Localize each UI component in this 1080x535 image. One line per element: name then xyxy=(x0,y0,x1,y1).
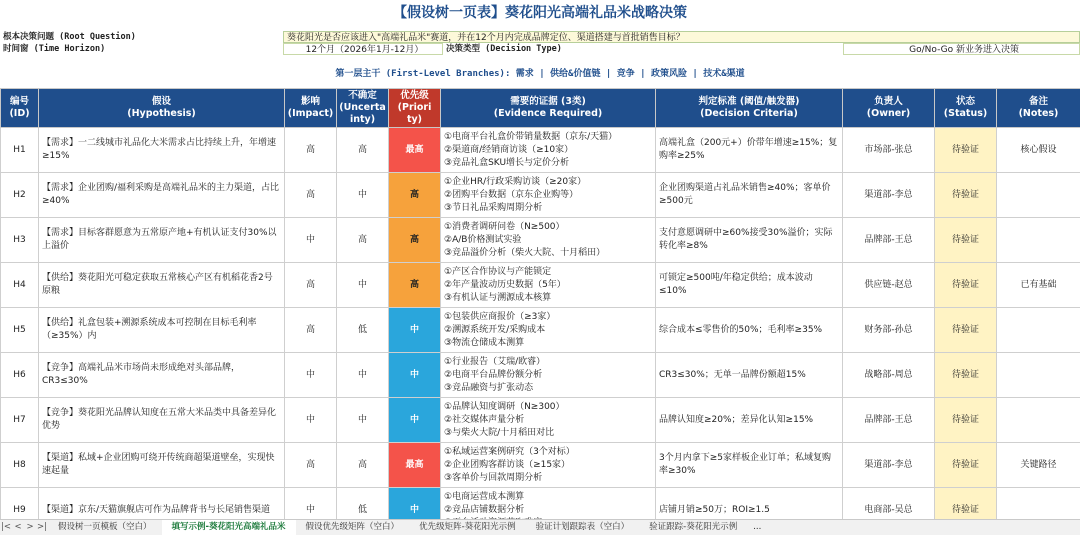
cell-impact[interactable]: 中 xyxy=(285,398,337,443)
cell-evidence[interactable] xyxy=(441,353,656,398)
sheet-tab-bar xyxy=(0,519,1080,535)
cell-hypothesis[interactable]: 【竞争】葵花阳光品牌认知度在五常大米品类中具备差异化优势 xyxy=(39,398,285,443)
cell-criteria[interactable]: 支付意愿调研中≥60%接受30%溢价；实际转化率≥8% xyxy=(656,218,843,263)
table-row xyxy=(1,353,1080,398)
cell-hypothesis[interactable]: 【渠道】私域+企业团购可绕开传统商超渠道壁垒，实现快速起量 xyxy=(39,443,285,488)
cell-hypothesis[interactable]: 【需求】一二线城市礼品化大米需求占比持续上升，年增速≥15% xyxy=(39,128,285,173)
table-row xyxy=(1,398,1080,443)
cell-priority[interactable]: 最高 xyxy=(389,443,441,488)
cell-id[interactable]: H9 xyxy=(1,488,39,520)
evidence-item: ①品牌认知度调研（N≥300） xyxy=(444,401,652,414)
cell-owner[interactable]: 渠道部-李总 xyxy=(843,443,935,488)
time-horizon-value[interactable]: 12个月（2026年1月-12月） xyxy=(283,43,443,55)
evidence-item: ③有机认证与溯源成本核算 xyxy=(444,292,652,305)
evidence-item: ①电商运营成本测算 xyxy=(444,491,652,504)
sheet-tab[interactable]: 验证计划跟踪表（空白） xyxy=(526,520,640,535)
cell-evidence[interactable] xyxy=(441,308,656,353)
cell-status[interactable]: 待验证 xyxy=(935,263,997,308)
cell-uncertainty[interactable]: 高 xyxy=(337,218,389,263)
cell-criteria[interactable]: 可锁定≥500吨/年稳定供给；成本波动≤10% xyxy=(656,263,843,308)
cell-priority[interactable]: 高 xyxy=(389,173,441,218)
cell-impact[interactable]: 高 xyxy=(285,128,337,173)
cell-hypothesis[interactable]: 【竞争】高端礼品米市场尚未形成绝对头部品牌，CR3≤30% xyxy=(39,353,285,398)
evidence-item: ③物流仓储成本测算 xyxy=(444,337,652,350)
cell-evidence[interactable] xyxy=(441,263,656,308)
cell-id[interactable]: H7 xyxy=(1,398,39,443)
evidence-item: ②竞品店铺数据分析 xyxy=(444,504,652,517)
cell-criteria[interactable]: 店铺月销≥50万；ROI≥1.5 xyxy=(656,488,843,520)
cell-id[interactable]: H1 xyxy=(1,128,39,173)
cell-status[interactable]: 待验证 xyxy=(935,128,997,173)
evidence-item: ①行业报告（艾瑞/欧睿） xyxy=(444,356,652,369)
time-horizon-label: 时间窗 (Time Horizon) xyxy=(3,43,105,56)
col-header-priority[interactable] xyxy=(389,89,441,128)
cell-notes[interactable] xyxy=(997,173,1080,218)
cell-evidence[interactable] xyxy=(441,488,656,520)
cell-notes[interactable] xyxy=(997,308,1080,353)
evidence-item: ①包装供应商报价（≥3家） xyxy=(444,311,652,324)
table-row xyxy=(1,128,1080,173)
cell-uncertainty[interactable]: 中 xyxy=(337,353,389,398)
cell-uncertainty[interactable]: 中 xyxy=(337,263,389,308)
cell-owner[interactable]: 供应链-赵总 xyxy=(843,263,935,308)
prev-sheet-icon[interactable]: < xyxy=(12,520,24,535)
col-header-impact[interactable] xyxy=(285,89,337,128)
cell-uncertainty[interactable]: 低 xyxy=(337,488,389,520)
cell-priority[interactable]: 最高 xyxy=(389,128,441,173)
evidence-item: ②企业团购客群访谈（≥15家） xyxy=(444,459,652,472)
cell-criteria[interactable]: 企业团购渠道占礼品米销售≥40%；客单价≥500元 xyxy=(656,173,843,218)
cell-owner[interactable]: 战略部-周总 xyxy=(843,353,935,398)
cell-status[interactable]: 待验证 xyxy=(935,398,997,443)
table-body xyxy=(1,128,1080,520)
cell-hypothesis[interactable]: 【渠道】京东/天猫旗舰店可作为品牌背书与长尾销售渠道 xyxy=(39,488,285,520)
cell-impact[interactable]: 高 xyxy=(285,263,337,308)
cell-notes[interactable]: 核心假设 xyxy=(997,128,1080,173)
cell-uncertainty[interactable]: 低 xyxy=(337,308,389,353)
cell-status[interactable]: 待验证 xyxy=(935,443,997,488)
more-tabs-icon[interactable]: ... xyxy=(747,520,767,535)
cell-status[interactable]: 待验证 xyxy=(935,353,997,398)
next-sheet-icon[interactable]: > xyxy=(24,520,36,535)
cell-id[interactable]: H2 xyxy=(1,173,39,218)
cell-owner[interactable]: 渠道部-李总 xyxy=(843,173,935,218)
root-question-label: 根本决策问题 (Root Question) xyxy=(3,31,136,44)
table-row xyxy=(1,173,1080,218)
cell-id[interactable]: H5 xyxy=(1,308,39,353)
first-level-branches: 第一层主干 (First-Level Branches): 需求 | 供给&价值链 | 竞争 | 政策风险 | 技术&渠道 xyxy=(0,66,1080,79)
evidence-item: ②团购平台数据（京东企业购等） xyxy=(444,189,652,202)
cell-notes[interactable] xyxy=(997,398,1080,443)
evidence-item: ③竞品融资与扩张动态 xyxy=(444,382,652,395)
cell-priority[interactable]: 高 xyxy=(389,263,441,308)
decision-type-label: 决策类型 (Decision Type) xyxy=(446,43,562,56)
col-header-uncertainty-text: 不确定 (Uncerta inty) xyxy=(339,90,386,125)
last-sheet-icon[interactable]: >| xyxy=(36,520,48,535)
evidence-item: ①电商平台礼盒价带销量数据（京东/天猫） xyxy=(444,131,652,144)
cell-evidence[interactable] xyxy=(441,128,656,173)
evidence-item: ①企业HR/行政采购访谈（≥20家） xyxy=(444,176,652,189)
col-header-evidence-text: 需要的证据 (3类) (Evidence Required) xyxy=(494,96,603,119)
cell-status[interactable]: 待验证 xyxy=(935,308,997,353)
cell-id[interactable]: H6 xyxy=(1,353,39,398)
cell-notes[interactable]: 关键路径 xyxy=(997,443,1080,488)
cell-evidence[interactable] xyxy=(441,218,656,263)
first-sheet-icon[interactable]: |< xyxy=(0,520,12,535)
table-row xyxy=(1,263,1080,308)
evidence-item: ②渠道商/经销商访谈（≥10家） xyxy=(444,144,652,157)
evidence-item: ③客单价与回款周期分析 xyxy=(444,472,652,485)
cell-criteria[interactable]: CR3≤30%；无单一品牌份额超15% xyxy=(656,353,843,398)
cell-owner[interactable]: 电商部-吴总 xyxy=(843,488,935,520)
cell-hypothesis[interactable]: 【供给】礼盒包装+溯源系统成本可控制在目标毛利率（≥35%）内 xyxy=(39,308,285,353)
cell-criteria[interactable]: 综合成本≤零售价的50%；毛利率≥35% xyxy=(656,308,843,353)
evidence-item: ①产区合作协议与产能锁定 xyxy=(444,266,652,279)
col-header-status[interactable] xyxy=(935,89,997,128)
cell-impact[interactable]: 高 xyxy=(285,443,337,488)
cell-owner[interactable]: 品牌部-王总 xyxy=(843,398,935,443)
evidence-item: ②A/B价格测试实验 xyxy=(444,234,652,247)
col-header-impact-text: 影响 (Impact) xyxy=(288,96,334,119)
cell-criteria[interactable]: 3个月内拿下≥5家样板企业订单；私域复购率≥30% xyxy=(656,443,843,488)
cell-notes[interactable] xyxy=(997,353,1080,398)
table-row xyxy=(1,443,1080,488)
cell-notes[interactable] xyxy=(997,488,1080,520)
cell-owner[interactable]: 市场部-张总 xyxy=(843,128,935,173)
cell-hypothesis[interactable]: 【需求】企业团购/福利采购是高端礼品米的主力渠道，占比≥40% xyxy=(39,173,285,218)
evidence-item: ②年产量波动历史数据（5年） xyxy=(444,279,652,292)
cell-status[interactable]: 待验证 xyxy=(935,173,997,218)
cell-id[interactable]: H4 xyxy=(1,263,39,308)
cell-impact[interactable]: 中 xyxy=(285,488,337,520)
col-header-notes[interactable] xyxy=(997,89,1080,128)
col-header-uncertainty[interactable] xyxy=(337,89,389,128)
cell-criteria[interactable]: 高端礼盒（200元+）价带年增速≥15%；复购率≥25% xyxy=(656,128,843,173)
cell-status[interactable]: 待验证 xyxy=(935,218,997,263)
root-question-value[interactable]: 葵花阳光是否应该进入"高端礼品米"赛道，并在12个月内完成品牌定位、渠道搭建与首批销售目标？ xyxy=(283,31,1080,43)
table-header-row xyxy=(1,89,1080,128)
cell-impact[interactable]: 高 xyxy=(285,173,337,218)
col-header-evidence[interactable] xyxy=(441,89,656,128)
cell-uncertainty[interactable]: 中 xyxy=(337,173,389,218)
col-header-hypothesis[interactable] xyxy=(39,89,285,128)
col-header-id-text: 编号 (ID) xyxy=(9,96,29,119)
cell-criteria[interactable]: 品牌认知度≥20%；差异化认知≥15% xyxy=(656,398,843,443)
col-header-id[interactable] xyxy=(1,89,39,128)
cell-hypothesis[interactable]: 【供给】葵花阳光可稳定获取五常核心产区有机稻花香2号原粮 xyxy=(39,263,285,308)
cell-priority[interactable]: 中 xyxy=(389,353,441,398)
evidence-item: ①消费者调研问卷（N≥500） xyxy=(444,221,652,234)
evidence-item: ①私域运营案例研究（3个对标） xyxy=(444,446,652,459)
cell-uncertainty[interactable]: 中 xyxy=(337,398,389,443)
table-row xyxy=(1,308,1080,353)
cell-impact[interactable]: 中 xyxy=(285,218,337,263)
evidence-item: ③与柴火大院/十月稻田对比 xyxy=(444,427,652,440)
sheet-tab[interactable]: 填写示例-葵花阳光高端礼品米 xyxy=(162,520,296,535)
hypothesis-table xyxy=(0,88,1080,519)
cell-uncertainty[interactable]: 高 xyxy=(337,443,389,488)
cell-priority[interactable]: 中 xyxy=(389,488,441,520)
col-header-status-text: 状态 (Status) xyxy=(944,96,987,119)
evidence-item: ③节日礼品采购周期分析 xyxy=(444,202,652,215)
sheet-tab[interactable]: 假设优先级矩阵（空白） xyxy=(296,520,410,535)
sheet-tab[interactable]: 验证跟踪-葵花阳光示例 xyxy=(639,520,747,535)
decision-type-value[interactable]: Go/No-Go 新业务进入决策 xyxy=(843,43,1080,55)
cell-impact[interactable]: 中 xyxy=(285,353,337,398)
cell-evidence[interactable] xyxy=(441,173,656,218)
evidence-item: ②社交媒体声量分析 xyxy=(444,414,652,427)
evidence-item: ②溯源系统开发/采购成本 xyxy=(444,324,652,337)
page-title: 【假设树一页表】葵花阳光高端礼品米战略决策 xyxy=(0,0,1080,26)
evidence-item: ②电商平台品牌份额分析 xyxy=(444,369,652,382)
col-header-owner-text: 负责人 (Owner) xyxy=(867,96,910,119)
cell-priority[interactable]: 中 xyxy=(389,398,441,443)
cell-evidence[interactable] xyxy=(441,443,656,488)
table-row xyxy=(1,488,1080,520)
cell-uncertainty[interactable]: 高 xyxy=(337,128,389,173)
table-row xyxy=(1,218,1080,263)
cell-priority[interactable]: 中 xyxy=(389,308,441,353)
cell-owner[interactable]: 财务部-孙总 xyxy=(843,308,935,353)
sheet-tab[interactable]: 优先级矩阵-葵花阳光示例 xyxy=(409,520,526,535)
col-header-notes-text: 备注 (Notes) xyxy=(1019,96,1059,119)
evidence-item: ③竞品溢价分析（柴火大院、十月稻田） xyxy=(444,247,652,260)
cell-evidence[interactable] xyxy=(441,398,656,443)
col-header-priority-text: 优先级 (Priori ty) xyxy=(398,90,432,125)
col-header-owner[interactable] xyxy=(843,89,935,128)
cell-id[interactable]: H3 xyxy=(1,218,39,263)
cell-notes[interactable] xyxy=(997,218,1080,263)
evidence-item: ③竞品礼盒SKU增长与定价分析 xyxy=(444,157,652,170)
col-header-hypothesis-text: 假设 (Hypothesis) xyxy=(127,96,195,119)
cell-id[interactable]: H8 xyxy=(1,443,39,488)
cell-impact[interactable]: 高 xyxy=(285,308,337,353)
sheet-tab[interactable]: 假设树一页模板（空白） xyxy=(48,520,162,535)
cell-status[interactable]: 待验证 xyxy=(935,488,997,520)
cell-hypothesis[interactable]: 【需求】目标客群愿意为五常原产地+有机认证支付30%以上溢价 xyxy=(39,218,285,263)
cell-owner[interactable]: 品牌部-王总 xyxy=(843,218,935,263)
cell-priority[interactable]: 高 xyxy=(389,218,441,263)
col-header-criteria-text: 判定标准 (阈值/触发器) (Decision Criteria) xyxy=(699,96,800,119)
col-header-criteria[interactable] xyxy=(656,89,843,128)
cell-notes[interactable]: 已有基础 xyxy=(997,263,1080,308)
